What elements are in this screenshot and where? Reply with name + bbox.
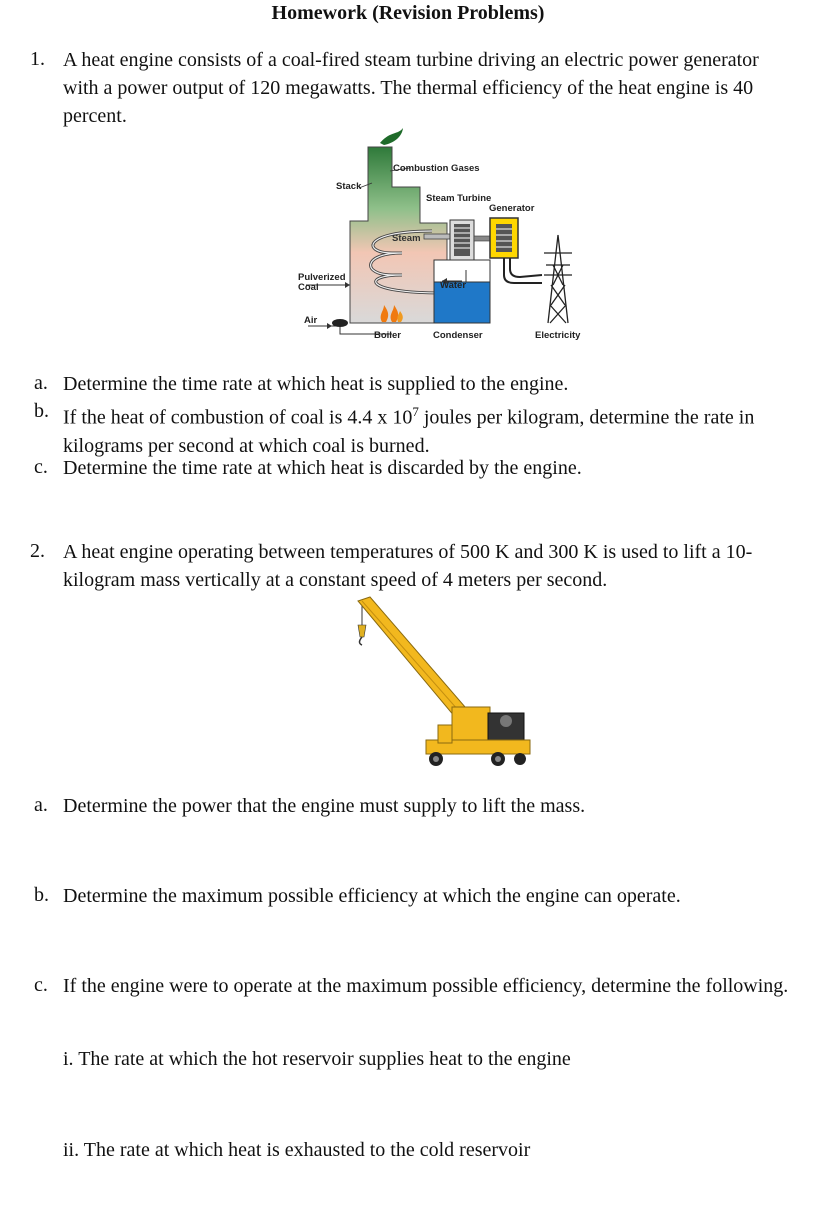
q1-part-a-text: Determine the time rate at which heat is supplied to the engine. bbox=[63, 373, 569, 395]
smoke-icon bbox=[380, 128, 403, 145]
q2-part-a-text: Determine the power that the engine must supply to lift the mass. bbox=[63, 795, 586, 817]
question-1-text: A heat engine consists of a coal-fired steam turbine driving an electric power generator with a power output of 120 megawatts. The thermal efficiency of the heat engine is 40 percent. bbox=[63, 49, 759, 127]
q2-part-a-letter: a. bbox=[34, 794, 48, 816]
label-generator: Generator bbox=[489, 203, 535, 214]
label-combustion-gases: Combustion Gases bbox=[393, 163, 480, 174]
crane-illustration bbox=[340, 595, 555, 773]
transmission-tower-icon bbox=[544, 235, 572, 323]
question-2-number: 2. bbox=[30, 540, 45, 562]
q1-part-c-letter: c. bbox=[34, 456, 48, 478]
label-steam: Steam bbox=[392, 233, 421, 244]
q1-part-b-text: If the heat of combustion of coal is 4.4 x $10^7$ joules per kilogram, determine the rate in kilograms per second at which coal is burned. bbox=[63, 404, 755, 457]
page-title: Homework (Revision Problems) bbox=[271, 2, 545, 24]
label-pulverized: Pulverized bbox=[298, 272, 346, 283]
q2-part-c-text: If the engine were to operate at the maximum possible efficiency, determine the following. bbox=[63, 975, 789, 997]
label-coal: Coal bbox=[298, 282, 319, 293]
question-2-text: A heat engine operating between temperatures of 500 K and 300 K is used to lift a 10-kilogram mass vertically at a constant speed of 4 meters per second. bbox=[63, 541, 753, 591]
label-steam-turbine: Steam Turbine bbox=[426, 193, 492, 204]
q1-part-c-text: Determine the time rate at which heat is discarded by the engine. bbox=[63, 457, 582, 479]
label-air: Air bbox=[304, 315, 318, 326]
label-boiler: Boiler bbox=[374, 330, 401, 341]
q1-part-a-letter: a. bbox=[34, 372, 48, 394]
label-condenser: Condenser bbox=[433, 330, 483, 341]
hook-icon bbox=[358, 625, 366, 637]
q1-part-b-letter: b. bbox=[34, 400, 49, 422]
q2-subpart-ii: ii. The rate at which heat is exhausted to the cold reservoir bbox=[63, 1139, 531, 1161]
q2-part-c-letter: c. bbox=[34, 974, 48, 996]
label-stack: Stack bbox=[336, 181, 362, 192]
q2-part-b-text: Determine the maximum possible efficiency at which the engine can operate. bbox=[63, 885, 681, 907]
label-electricity: Electricity bbox=[535, 330, 581, 341]
q2-part-b-letter: b. bbox=[34, 884, 49, 906]
power-plant-diagram bbox=[292, 125, 592, 350]
fan-icon bbox=[332, 319, 348, 327]
q2-subpart-i: i. The rate at which the hot reservoir supplies heat to the engine bbox=[63, 1048, 571, 1070]
label-water: Water bbox=[440, 280, 467, 291]
question-1-number: 1. bbox=[30, 48, 45, 70]
